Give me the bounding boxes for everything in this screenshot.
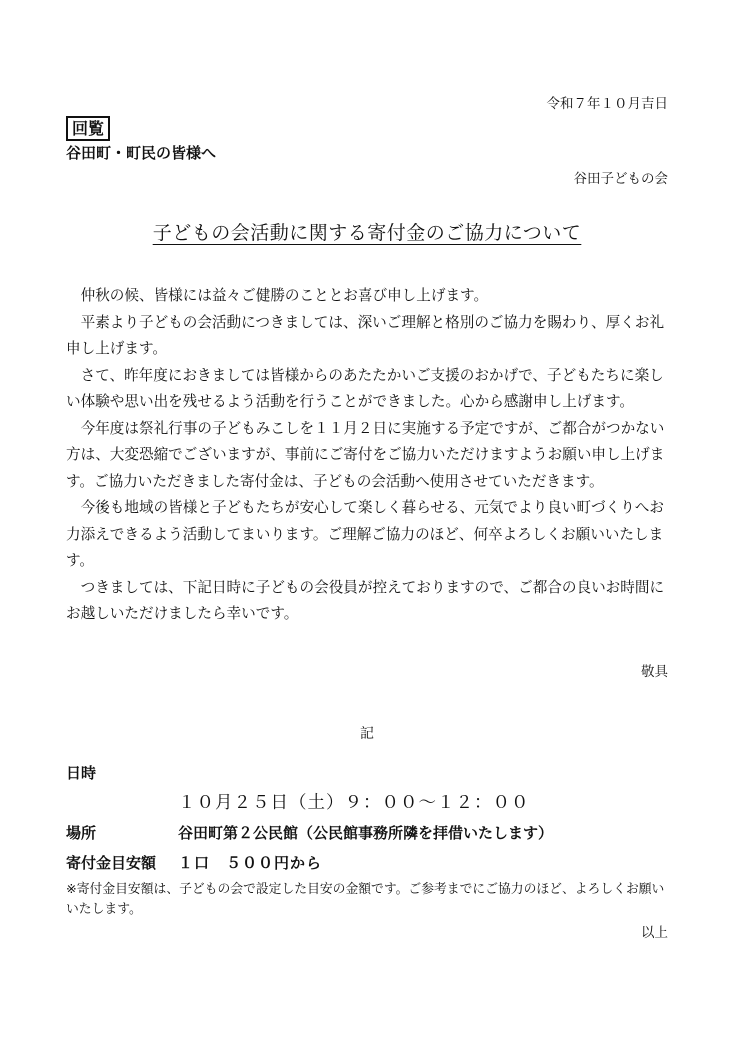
recipient: 谷田町・町民の皆様へ [66,144,217,162]
donation-label: 寄付金目安額 [66,854,157,872]
datetime-label: 日時 [66,764,97,782]
datetime-value: １０月２５日（土）９：００～１２：００ [178,793,530,813]
circulation-label: 回覧 [66,116,110,141]
donation-value: １口 ５００円から [178,854,323,872]
place-label: 場所 [66,824,97,842]
body-paragraph: 今後も地域の皆様と子どもたちが安心して楽しく暮らせる、元気でより良い町づくりへお力添えできるよう活動してまいります。ご理解ご協力のほど、何卒よろしくお願いいたします。 [66,499,664,569]
body-paragraph: 今年度は祭礼行事の子どもみこしを１１月２日に実施する予定ですが、ご都合がつかない方は、大変恐縮でございますが、事前にご寄付をご協力いただけますようお願い申し上げます。ご協力いただきました寄付金は、子どもの会活動へ使用させていただきます。 [66,419,665,490]
body-paragraph: さて、昨年度におきましては皆様からのあたたかいご支援のおかげで、子どもたちに楽しい体験や思い出を残せるよう活動を行うことができました。心から感謝申し上げます。 [66,366,664,410]
sender: 谷田子どもの会 [573,171,668,187]
body-paragraph: 平素より子どもの会活動につきましては、深いご理解と格別のご協力を賜わり、厚くお礼申し上げます。 [66,313,665,357]
ki-heading: 記 [360,726,374,742]
letter-body [66,283,674,628]
place-value: 谷田町第２公民館（公民館事務所隣を拝借いたします） [178,824,554,842]
end-ijou: 以上 [641,925,668,941]
donation-note: ※寄付金目安額は、子どもの会で設定した目安の金額です。ご参考までにご協力のほど、よろしくお願いいたします。 [66,882,665,917]
document-date: 令和７年１０月吉日 [546,96,668,112]
body-paragraph: 仲秋の候、皆様には益々ご健勝のこととお喜び申し上げます。 [80,287,489,304]
body-paragraph: つきましては、下記日時に子どもの会役員が控えておりますので、ご都合の良いお時間にお越しいただけましたら幸いです。 [66,578,665,622]
document-title: 子どもの会活動に関する寄付金のご協力について [152,222,582,244]
closing-keigu: 敬具 [641,664,668,680]
